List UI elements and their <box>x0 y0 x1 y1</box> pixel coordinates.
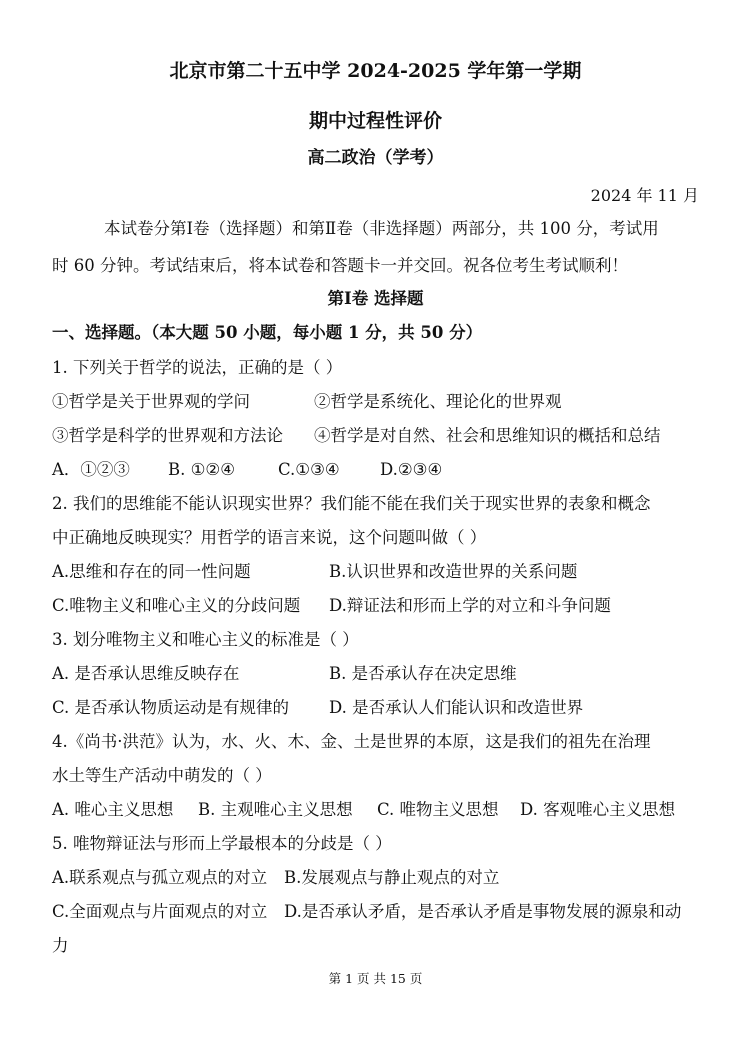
statement: ④哲学是对自然、社会和思维知识的概括和总结 <box>314 426 661 445</box>
statement: ①哲学是关于世界观的学问 <box>52 392 250 411</box>
section-instruction: 一、选择题。（本大题 50 小题，每小题 1 分，共 50 分） <box>52 323 483 342</box>
exam-subject: 高二政治（学考） <box>307 148 444 168</box>
option-d: D. 客观唯心主义思想 <box>520 800 676 819</box>
question-2-stem-line-1: 2. 我们的思维能不能认识现实世界？我们能不能在我们关于现实世界的表象和概念 <box>52 494 651 513</box>
option-d: D.辩证法和形而上学的对立和斗争问题 <box>329 596 611 615</box>
option-a: A.联系观点与孤立观点的对立 <box>52 868 268 887</box>
option-c: C.①③④ <box>278 460 340 479</box>
option-b: B. 主观唯心主义思想 <box>198 800 353 819</box>
question-5-option-d-continuation: 力 <box>52 936 69 955</box>
question-5-stem: 5. 唯物辩证法与形而上学最根本的分歧是（ ） <box>52 834 392 853</box>
intro-line-2: 时 60 分钟。考试结束后，将本试卷和答题卡一并交回。祝各位考生考试顺利！ <box>52 256 628 275</box>
option-c: C.全面观点与片面观点的对立 <box>52 902 268 921</box>
option-b: B. 是否承认存在决定思维 <box>329 664 517 683</box>
option-a: A．①②③ <box>52 460 130 479</box>
page-number: 第 1 页 共 15 页 <box>328 971 423 986</box>
option-b: B.认识世界和改造世界的关系问题 <box>329 562 578 581</box>
question-3-stem: 3. 划分唯物主义和唯心主义的标准是（ ） <box>52 630 359 649</box>
statement: ③哲学是科学的世界观和方法论 <box>52 426 283 445</box>
option-d: D.②③④ <box>380 460 443 479</box>
option-b: B.发展观点与静止观点的对立 <box>284 868 500 887</box>
question-4-stem-line-1: 4.《尚书·洪范》认为，水、火、木、金、土是世界的本原，这是我们的祖先在治理 <box>52 732 651 751</box>
option-c: C. 唯物主义思想 <box>377 800 499 819</box>
exam-title: 北京市第二十五中学 2024-2025 学年第一学期 <box>169 60 582 82</box>
option-c: C.唯物主义和唯心主义的分歧问题 <box>52 596 301 615</box>
option-d: D. 是否承认人们能认识和改造世界 <box>329 698 584 717</box>
exam-subtitle: 期中过程性评价 <box>308 110 442 132</box>
intro-line-1: 本试卷分第Ⅰ卷（选择题）和第Ⅱ卷（非选择题）两部分，共 100 分，考试用 <box>104 219 659 238</box>
section-title: 第Ⅰ卷 选择题 <box>327 289 424 308</box>
question-4-stem-line-2: 水土等生产活动中萌发的（ ） <box>52 766 272 785</box>
option-a: A. 唯心主义思想 <box>52 800 174 819</box>
question-2-stem-line-2: 中正确地反映现实？用哲学的语言来说，这个问题叫做（ ） <box>52 528 487 547</box>
option-c: C. 是否承认物质运动是有规律的 <box>52 698 290 717</box>
statement: ②哲学是系统化、理论化的世界观 <box>314 392 562 411</box>
option-b: B. ①②④ <box>168 460 235 479</box>
exam-date: 2024 年 11 月 <box>590 186 699 205</box>
option-d: D.是否承认矛盾，是否承认矛盾是事物发展的源泉和动 <box>284 902 682 921</box>
option-a: A. 是否承认思维反映存在 <box>52 664 240 683</box>
option-a: A.思维和存在的同一性问题 <box>52 562 251 581</box>
question-1-stem: 1. 下列关于哲学的说法，正确的是（ ） <box>52 358 343 377</box>
